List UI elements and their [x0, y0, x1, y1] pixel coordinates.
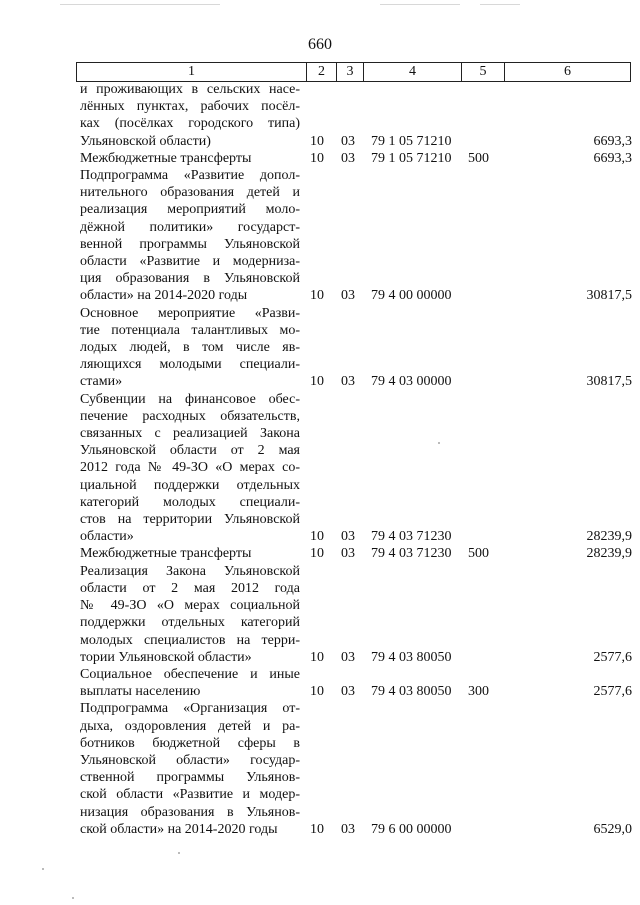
- target-article-code: 79 4 03 80050: [371, 649, 452, 665]
- target-article-code: 79 4 03 71230: [371, 546, 452, 562]
- description-line: Основное мероприятие «Разви-: [80, 305, 300, 321]
- description-line: Субвенции на финансовое обес-: [80, 391, 300, 407]
- table-row: [80, 700, 632, 838]
- subsection-code: 03: [341, 546, 355, 562]
- row-description: [80, 167, 300, 305]
- description-line: Межбюджетные трансферты: [80, 546, 252, 562]
- expense-type-code: 500: [468, 546, 489, 562]
- description-line: тие потенциала талантливых мо-: [80, 322, 300, 338]
- target-article-code: 79 4 03 80050: [371, 684, 452, 700]
- description-line: ской области «Развитие и модер-: [80, 787, 300, 803]
- description-line: Ульяновской области от 2 мая: [80, 443, 300, 459]
- table-row: [80, 150, 632, 167]
- description-line: области «Развитие и модерниза-: [80, 254, 300, 270]
- description-line: области от 2 мая 2012 года: [80, 580, 300, 596]
- row-description: [80, 81, 300, 150]
- subsection-code: 03: [341, 288, 355, 304]
- target-article-code: 79 4 00 00000: [371, 288, 452, 304]
- description-line: печение расходных обязательств,: [80, 408, 300, 424]
- target-article-code: 79 6 00 00000: [371, 821, 452, 837]
- row-description: [80, 391, 300, 546]
- section-code: 10: [310, 374, 324, 390]
- subsection-code: 03: [341, 649, 355, 665]
- target-article-code: 79 1 05 71210: [371, 150, 452, 166]
- amount-value: 30817,5: [586, 374, 632, 390]
- subsection-code: 03: [341, 821, 355, 837]
- table-header: [76, 62, 631, 82]
- section-code: 10: [310, 150, 324, 166]
- amount-value: 2577,6: [593, 684, 632, 700]
- expense-type-code: 500: [468, 150, 489, 166]
- subsection-code: 03: [341, 529, 355, 545]
- description-line: ской области» на 2014-2020 годы: [80, 821, 278, 837]
- description-line: ляющихся молодыми специали-: [80, 357, 300, 373]
- target-article-code: 79 4 03 71230: [371, 529, 452, 545]
- description-line: циальной поддержки отдельных: [80, 477, 300, 493]
- section-code: 10: [310, 529, 324, 545]
- scan-artifact: [380, 4, 460, 5]
- description-line: тории Ульяновской области»: [80, 649, 252, 665]
- description-line: лодых людей, в том числе яв-: [80, 340, 300, 356]
- table-row: [80, 81, 632, 150]
- scan-artifact: [60, 4, 220, 5]
- header-cell-4: 4: [363, 63, 461, 81]
- row-description: [80, 305, 300, 391]
- description-line: ция образования в Ульяновской: [80, 271, 300, 287]
- description-line: венной программы Ульяновской: [80, 236, 300, 252]
- row-description: [80, 700, 300, 838]
- description-line: дыха, оздоровления детей и ра-: [80, 718, 300, 734]
- section-code: 10: [310, 288, 324, 304]
- description-line: выплаты населению: [80, 684, 201, 700]
- header-cell-2: 2: [306, 63, 336, 81]
- description-line: низация образования в Ульянов-: [80, 804, 300, 820]
- table-row: [80, 391, 632, 546]
- description-line: 2012 года № 49-ЗО «О мерах со-: [80, 460, 300, 476]
- description-line: Ульяновской области» государ-: [80, 752, 300, 768]
- description-line: Социальное обеспечение и иные: [80, 666, 300, 682]
- description-line: связанных с реализацией Закона: [80, 426, 300, 442]
- amount-value: 28239,9: [586, 546, 632, 562]
- table-row: [80, 305, 632, 391]
- target-article-code: 79 1 05 71210: [371, 133, 452, 149]
- target-article-code: 79 4 03 00000: [371, 374, 452, 390]
- description-line: области»: [80, 529, 134, 545]
- description-line: Межбюджетные трансферты: [80, 150, 252, 166]
- table-row: [80, 167, 632, 305]
- section-code: 10: [310, 821, 324, 837]
- scan-speck: [72, 897, 74, 899]
- section-code: 10: [310, 649, 324, 665]
- subsection-code: 03: [341, 684, 355, 700]
- row-description: [80, 150, 300, 167]
- row-description: [80, 563, 300, 666]
- subsection-code: 03: [341, 374, 355, 390]
- description-line: Подпрограмма «Организация от-: [80, 701, 300, 717]
- description-line: № 49-ЗО «О мерах социальной: [80, 598, 300, 614]
- description-line: ках (посёлках городского типа): [80, 116, 300, 132]
- scan-speck: [42, 868, 44, 870]
- header-cell-3: 3: [336, 63, 363, 81]
- description-line: категорий молодых специали-: [80, 494, 300, 510]
- description-line: лённых пунктах, рабочих посёл-: [80, 99, 300, 115]
- description-line: стов на территории Ульяновской: [80, 512, 300, 528]
- description-line: реализация мероприятий моло-: [80, 202, 300, 218]
- description-line: и проживающих в сельских насе-: [80, 82, 300, 97]
- subsection-code: 03: [341, 150, 355, 166]
- header-cell-5: 5: [461, 63, 504, 81]
- amount-value: 6693,3: [593, 150, 632, 166]
- amount-value: 6693,3: [593, 133, 632, 149]
- description-line: дёжной политики» государст-: [80, 219, 300, 235]
- description-line: поддержки отдельных категорий: [80, 615, 300, 631]
- expense-type-code: 300: [468, 684, 489, 700]
- subsection-code: 03: [341, 133, 355, 149]
- section-code: 10: [310, 133, 324, 149]
- header-cell-6: 6: [504, 63, 631, 81]
- description-line: Ульяновской области): [80, 133, 211, 149]
- section-code: 10: [310, 684, 324, 700]
- header-cell-1: 1: [76, 63, 306, 81]
- row-description: [80, 666, 300, 700]
- amount-value: 2577,6: [593, 649, 632, 665]
- description-line: молодых специалистов на терри-: [80, 632, 300, 648]
- description-line: ственной программы Ульянов-: [80, 770, 300, 786]
- row-description: [80, 545, 300, 562]
- page-number: 660: [308, 36, 332, 53]
- amount-value: 30817,5: [586, 288, 632, 304]
- section-code: 10: [310, 546, 324, 562]
- description-line: ботников бюджетной сферы в: [80, 735, 300, 751]
- scan-speck: [178, 852, 180, 854]
- table-row: [80, 545, 632, 562]
- description-line: нительного образования детей и: [80, 185, 300, 201]
- description-line: области» на 2014-2020 годы: [80, 288, 248, 304]
- scan-artifact: [480, 4, 520, 5]
- description-line: Подпрограмма «Развитие допол-: [80, 168, 300, 184]
- amount-value: 28239,9: [586, 529, 632, 545]
- table-row: [80, 563, 632, 666]
- description-line: стами»: [80, 374, 123, 390]
- amount-value: 6529,0: [593, 821, 632, 837]
- scan-speck: [438, 442, 440, 444]
- description-line: Реализация Закона Ульяновской: [80, 563, 300, 579]
- table-row: [80, 666, 632, 700]
- table-body: [80, 81, 632, 838]
